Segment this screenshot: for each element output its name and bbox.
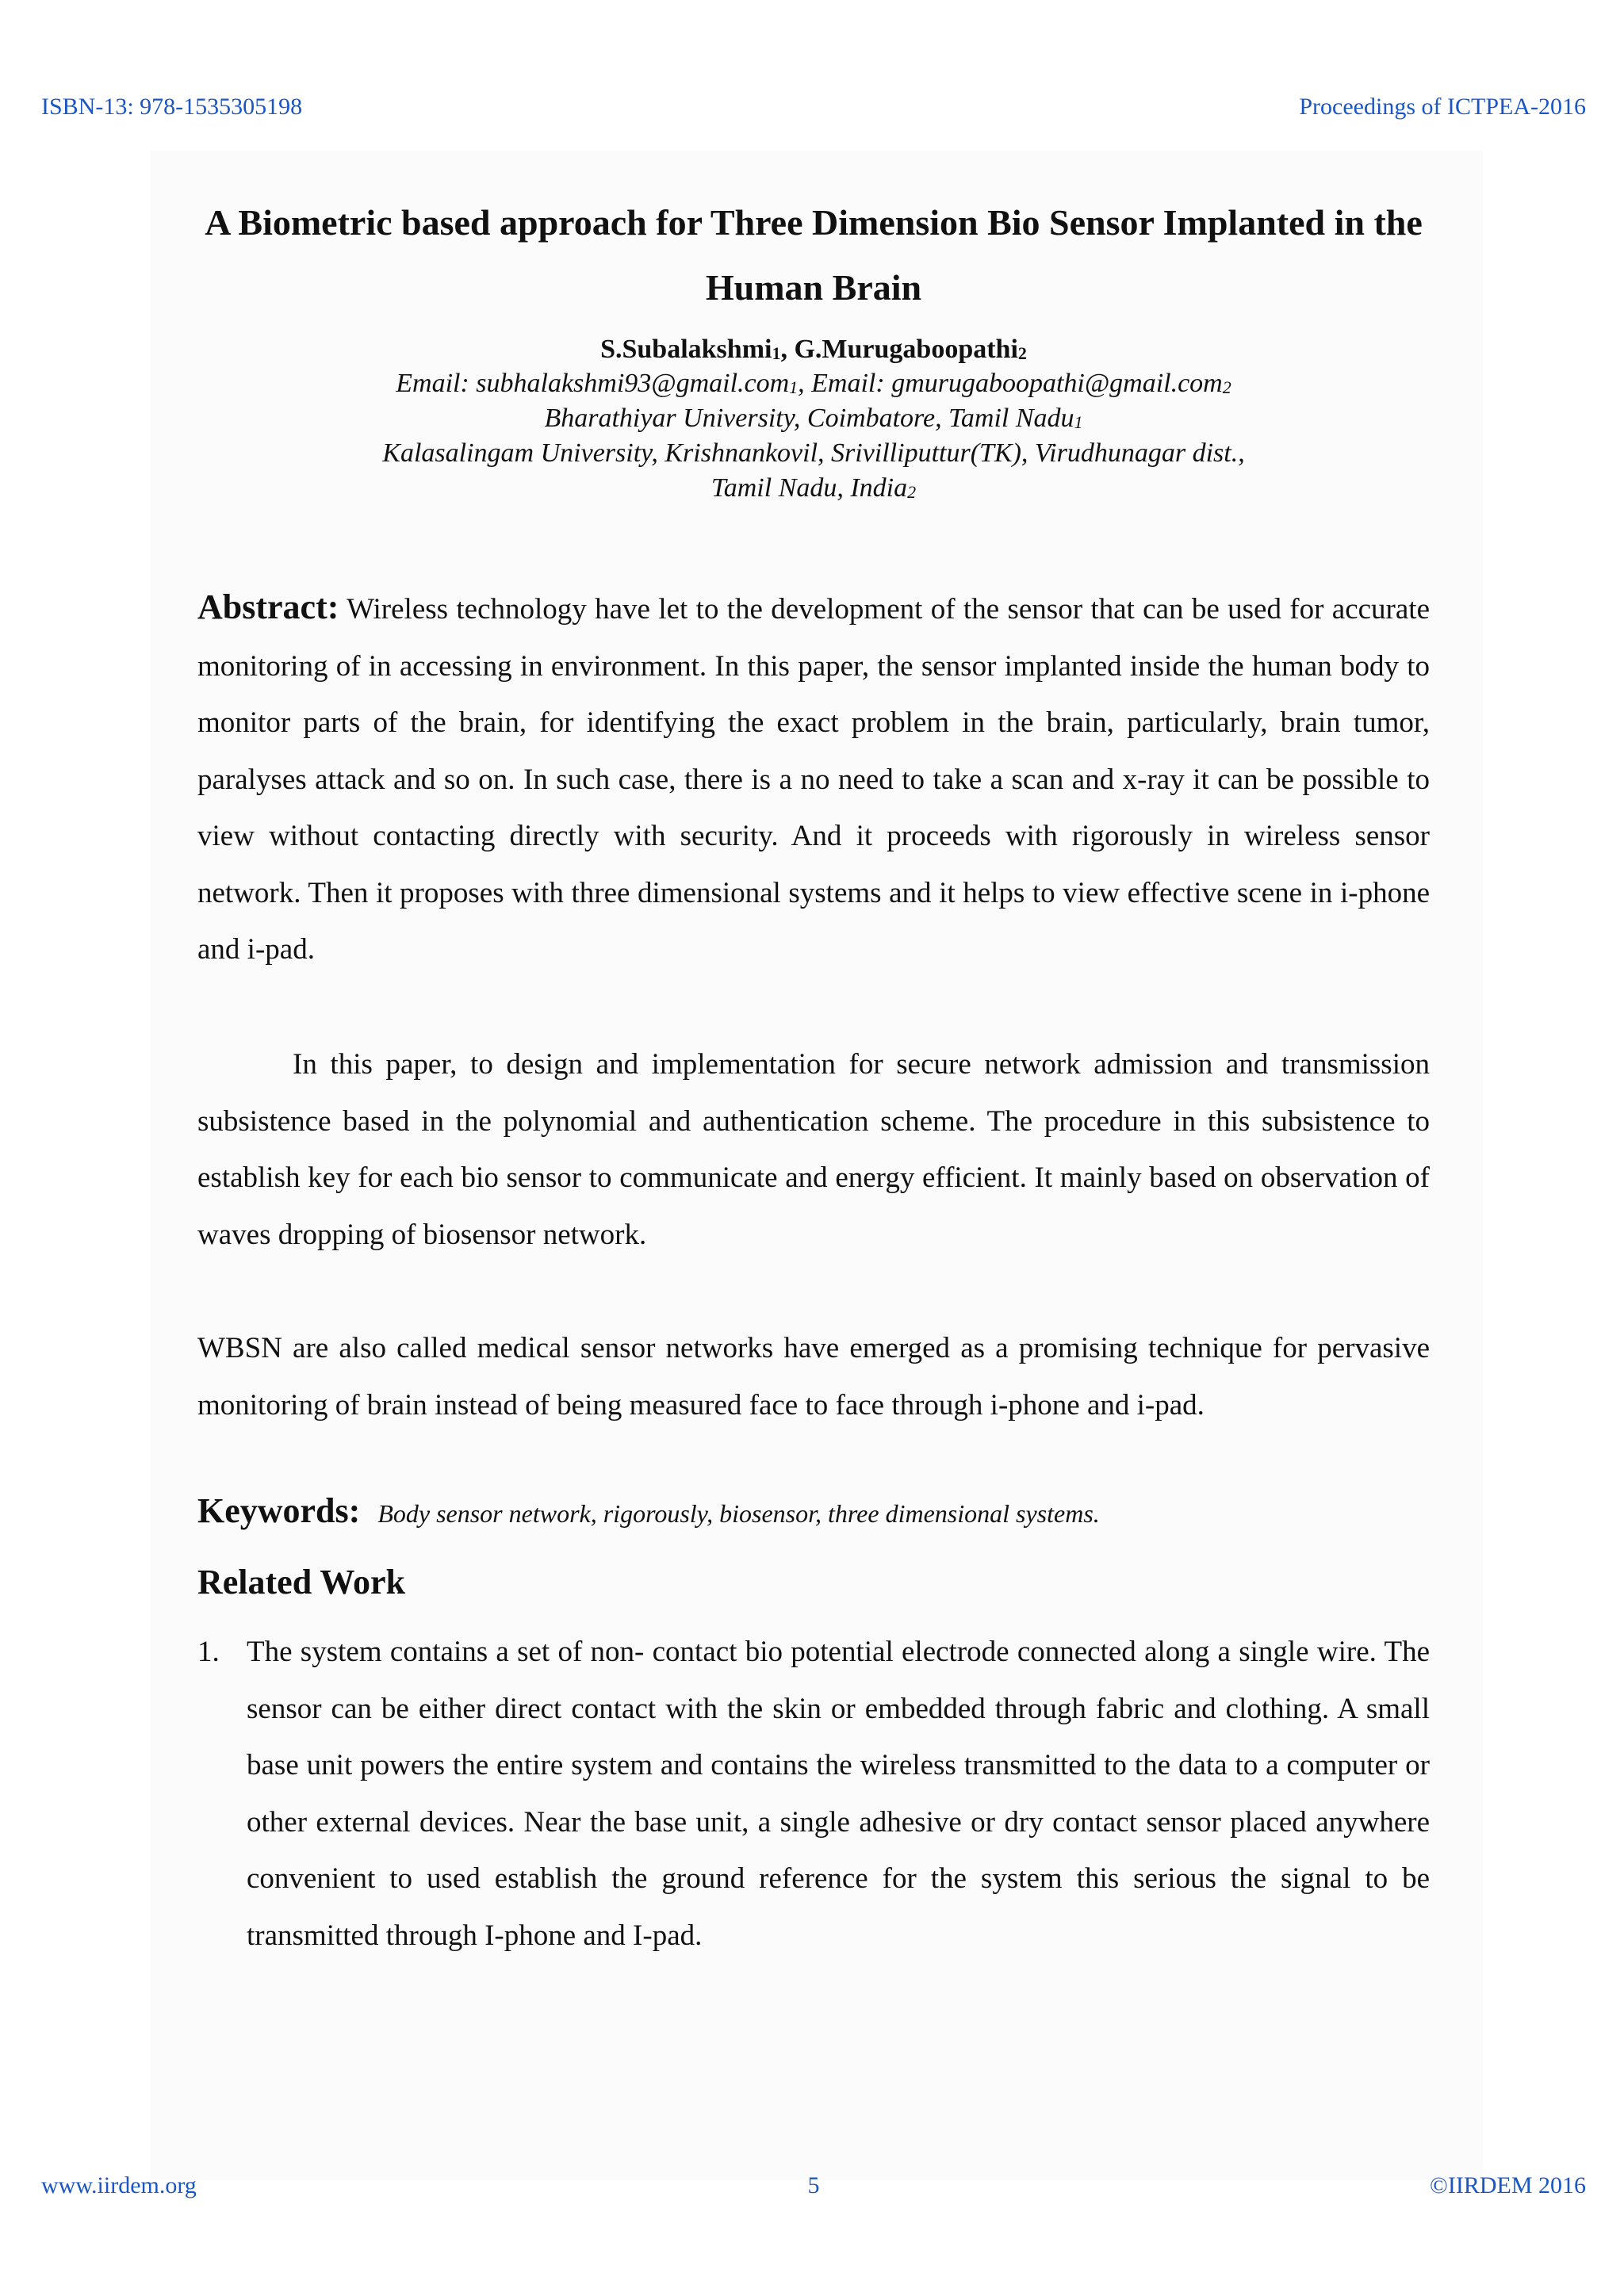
page-number: 5 (807, 2172, 820, 2198)
running-footer (41, 2172, 1586, 2199)
proceedings-label: Proceedings of ICTPEA-2016 (1299, 94, 1586, 120)
author-1: S.Subalakshmi (600, 335, 772, 364)
list-item-text: The system contains a set of non- contact bio potential electrode connected along a single wire. The sensor can be either direct contact with the skin or embedded through fabric and clothing. A small base unit powers the entire system and contains the wireless transmitted to the data to a computer or other external devices. Near the base unit, a single adhesive or dry contact sensor placed anywhere convenient to used establish the ground reference for the system this serious the signal to be transmitted through I-phone and I-pad. (247, 1636, 1430, 1952)
abstract-text: Wireless technology have let to the development of the sensor that can be used for accurate monitoring of in accessing in environment. In this paper, the sensor implanted inside the human body to monitor parts of the brain, for identifying the exact problem in the brain, particularly, brain tumor, paralyses attack and so on. In such case, there is a no need to take a scan and x-ray it can be possible to view without contacting directly with security. And it proceeds with rigorously in wireless sensor network. Then it proposes with three dimensional systems and it helps to view effective scene in i-phone and i-pad. (197, 593, 1430, 966)
affiliation-2-cont (197, 471, 1430, 508)
affiliation-1-index: 1 (1074, 412, 1083, 432)
section-heading-related-work: Related Work (197, 1563, 405, 1601)
keywords-text: Body sensor network, rigorously, biosensor, three dimensional systems. (377, 1499, 1100, 1528)
email-line (197, 366, 1430, 404)
affiliation-1 (197, 401, 1430, 438)
email-1: Email: subhalakshmi93@gmail.com (396, 369, 790, 398)
abstract-label: Abstract: (197, 587, 339, 626)
body-paragraph-2 (197, 1036, 1430, 1263)
author-separator: , (780, 335, 795, 364)
affiliation-2 (197, 436, 1430, 471)
email-2: , Email: gmurugaboopathi@gmail.com (798, 369, 1223, 398)
isbn-label: ISBN-13: 978-1535305198 (41, 94, 303, 120)
keywords-label: Keywords: (197, 1491, 361, 1530)
paragraph-2-text: In this paper, to design and implementation for secure network admission and transmission subsistence based in the polynomial and authentication scheme. The procedure in this subsistence to establish key for each bio sensor to communicate and energy efficient. It mainly based on observation of waves dropping of biosensor network. (197, 1048, 1430, 1251)
paragraph-3-text: WBSN are also called medical sensor networks have emerged as a promising technique for pervasive monitoring of brain instead of being measured face to face through i-phone and i-pad. (197, 1332, 1430, 1422)
email-2-index: 2 (1222, 377, 1231, 397)
author-2-index: 2 (1017, 343, 1027, 363)
list-item (197, 1624, 1430, 1964)
affiliation-2-line1: Kalasalingam University, Krishnankovil, Srivilliputtur(TK), Virudhunagar dist., (382, 438, 1245, 468)
author-line (197, 331, 1430, 370)
author-1-index: 1 (772, 343, 781, 363)
copyright-label: ©IIRDEM 2016 (1430, 2172, 1586, 2198)
paper-title: A Biometric based approach for Three Dimension Bio Sensor Implanted in the Human Brain (205, 202, 1423, 308)
author-2: G.Murugaboopathi (794, 335, 1018, 364)
affiliation-2-line2: Tamil Nadu, India (710, 473, 908, 503)
list-item-number: 1. (197, 1636, 220, 1668)
abstract-paragraph (197, 579, 1430, 978)
website-link[interactable]: www.iirdem.org (41, 2172, 197, 2198)
running-header (41, 94, 1586, 121)
affiliation-2-index: 2 (907, 482, 917, 502)
affiliation-1-text: Bharathiyar University, Coimbatore, Tamil Nadu (544, 404, 1074, 433)
keywords-line (197, 1490, 1100, 1531)
email-1-index: 1 (789, 377, 799, 397)
body-paragraph-3 (197, 1320, 1430, 1433)
